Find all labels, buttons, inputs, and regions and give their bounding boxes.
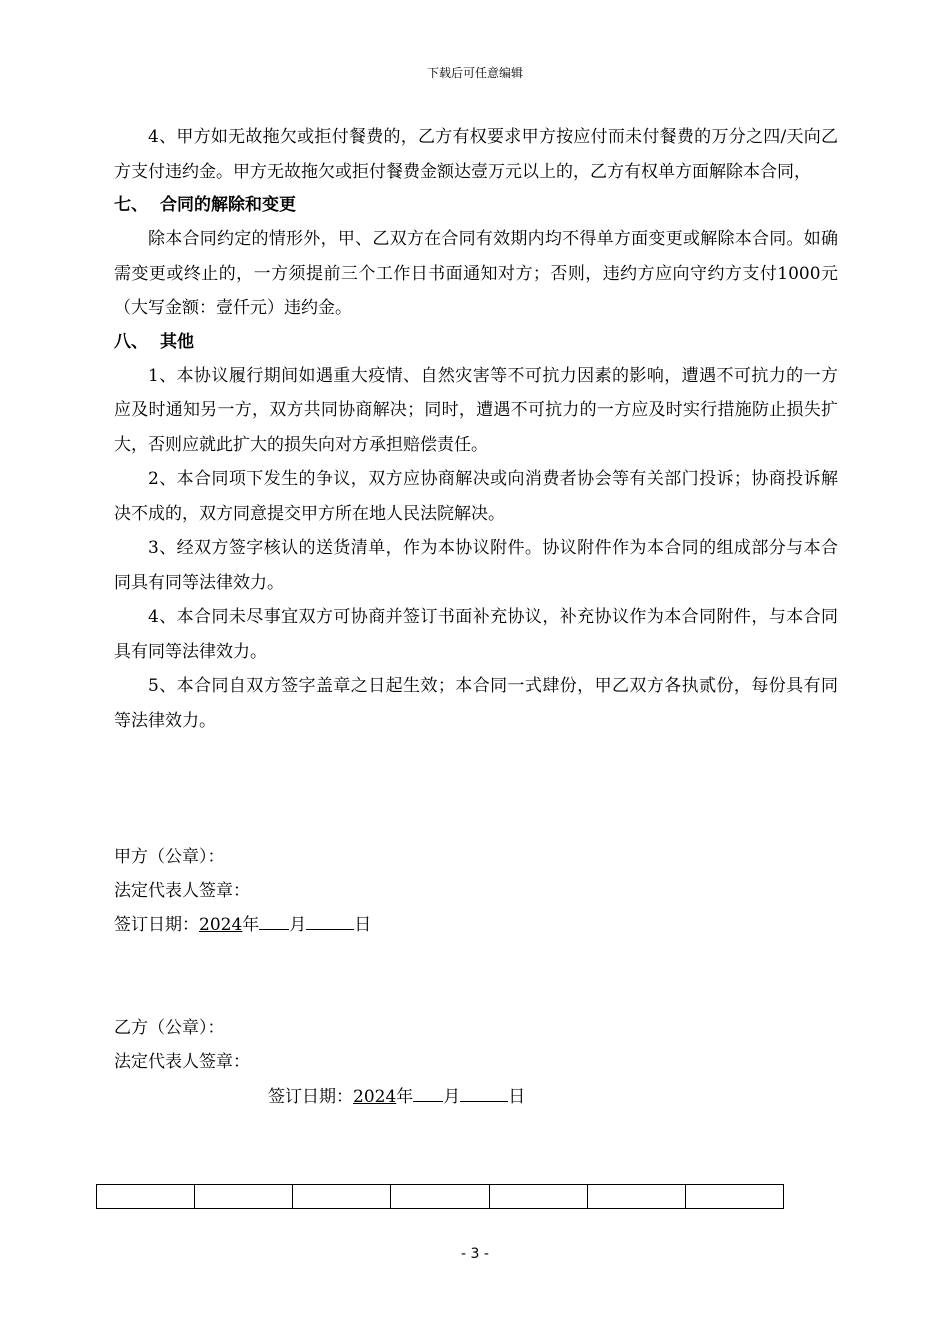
clause-paragraph: 2、本合同项下发生的争议，双方应协商解决或向消费者协会等有关部门投诉；协商投诉解决不成的，双方同意提交甲方所在地人民法院解决。 (114, 469, 838, 524)
year-unit: 年 (396, 1087, 414, 1107)
table-cell (195, 1185, 293, 1209)
month-blank (259, 911, 289, 930)
section-heading-8 (114, 326, 838, 359)
day-unit: 日 (354, 915, 372, 935)
date-label: 签订日期： (114, 915, 199, 935)
table-cell (97, 1185, 195, 1209)
day-blank (460, 1083, 508, 1102)
party-b-rep-label: 法定代表人签章： (114, 1052, 250, 1072)
section-title: 合同的解除和变更 (160, 195, 296, 215)
clause-paragraph: 5、本合同自双方签字盖章之日起生效；本合同一式肆份，甲乙双方各执贰份，每份具有同等法律效力。 (114, 676, 838, 731)
clause-paragraph: 4、甲方如无故拖欠或拒付餐费的，乙方有权要求甲方按应付而未付餐费的万分之四/天向乙方支付违约金。甲方无故拖欠或拒付餐费金额达壹万元以上的，乙方有权单方面解除本合同， (114, 127, 838, 182)
section-title: 其他 (160, 331, 194, 352)
table-cell (685, 1185, 783, 1209)
month-blank (413, 1083, 443, 1102)
date-label: 签订日期： (268, 1087, 353, 1107)
empty-table (96, 1184, 784, 1209)
party-a-date-line (114, 908, 371, 942)
date-year: 2024 (199, 915, 243, 935)
party-b-seal-label: 乙方（公章）： (114, 1018, 225, 1038)
section-heading-7 (114, 189, 838, 222)
table-cell (293, 1185, 391, 1209)
contract-body (114, 120, 838, 738)
day-blank (306, 911, 354, 930)
table-cell (391, 1185, 489, 1209)
table-row (97, 1185, 784, 1209)
section-number: 七、 (114, 195, 148, 215)
table-cell (587, 1185, 685, 1209)
clause-paragraph: 除本合同约定的情形外，甲、乙双方在合同有效期内均不得单方面变更或解除本合同。如确需变更或终止的，一方须提前三个工作日书面通知对方；否则，违约方应向守约方支付1000元（大写金额：壹仟元）违约金。 (114, 229, 838, 318)
page-header: 下载后可任意编辑 (426, 66, 523, 80)
table-cell (489, 1185, 587, 1209)
section-number: 八、 (114, 331, 148, 352)
page-number: - 3 - (461, 1246, 489, 1262)
clause-paragraph: 1、本协议履行期间如遇重大疫情、自然灾害等不可抗力因素的影响，遭遇不可抗力的一方应及时通知另一方，双方共同协商解决；同时，遭遇不可抗力的一方应及时实行措施防止损失扩大，否则应就此扩大的损失向对方承担赔偿责任。 (114, 365, 838, 455)
month-unit: 月 (443, 1087, 461, 1107)
clause-paragraph: 3、经双方签字核认的送货清单，作为本协议附件。协议附件作为本合同的组成部分与本合同具有同等法律效力。 (114, 538, 838, 593)
party-a-seal-label: 甲方（公章）： (114, 847, 225, 867)
party-b-date-line (268, 1080, 525, 1114)
date-year: 2024 (353, 1087, 397, 1107)
clause-paragraph: 4、本合同未尽事宜双方可协商并签订书面补充协议，补充协议作为本合同附件，与本合同具有同等法律效力。 (114, 607, 838, 662)
month-unit: 月 (289, 915, 307, 935)
party-a-rep-label: 法定代表人签章： (114, 881, 250, 901)
day-unit: 日 (508, 1087, 526, 1107)
year-unit: 年 (242, 915, 260, 935)
